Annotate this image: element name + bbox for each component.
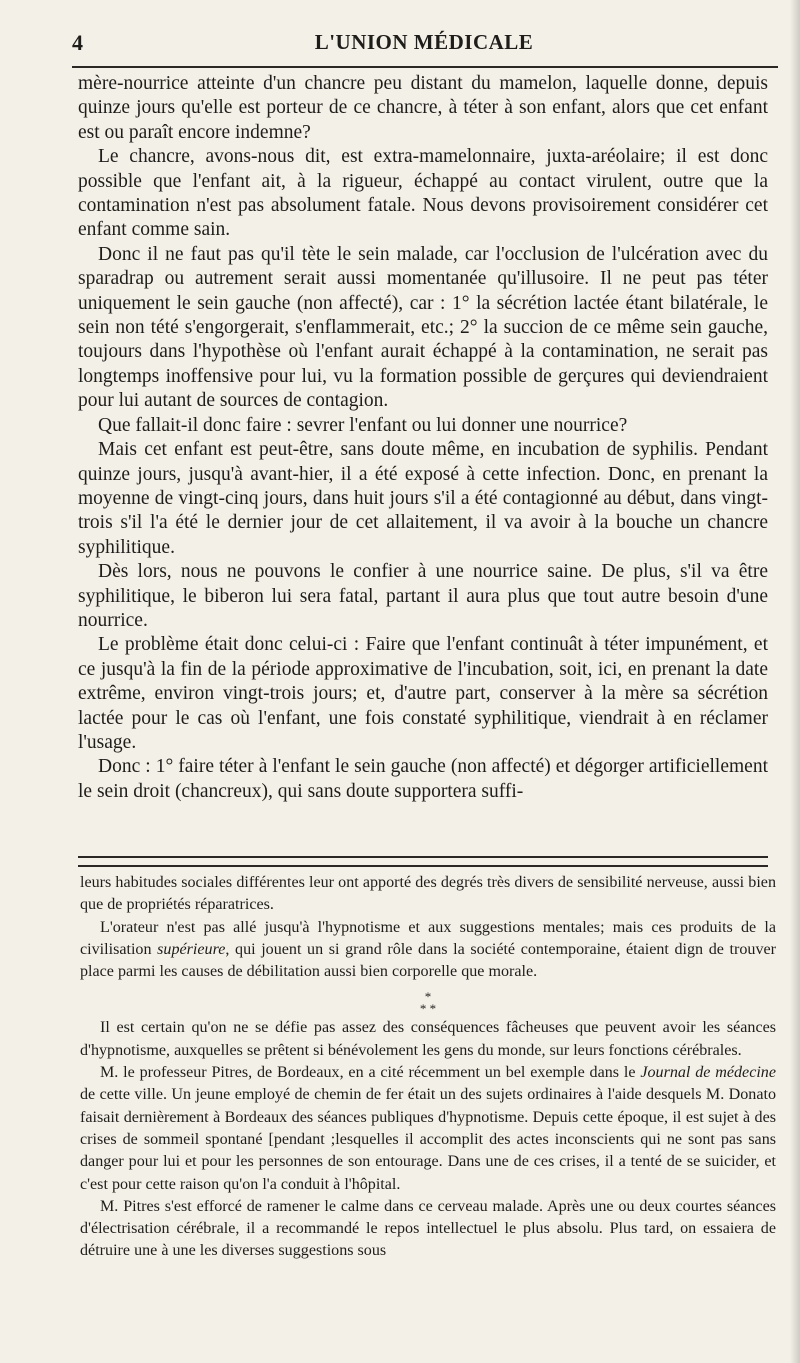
paragraph: mère-nourrice atteinte d'un chancre peu distant du mamelon, laquelle donne, depuis quinze jours qu'elle est porteur de ce chancre, à téter à son enfant, alors que cet enfant est ou paraît encore indemne?	[78, 73, 768, 143]
paragraph: Le problème était donc celui-ci : Faire que l'enfant continuât à téter impunément, et ce jusqu'à la fin de la période approximative de l'incubation, soit, ici, en prenant la date extrême, environ vingt-trois jours; et, d'autre part, conserver à la mère sa sécrétion lactée pour le cas où l'enfant, une fois constaté syphilitique, viendrait à en réclamer l'usage.	[78, 634, 768, 753]
paragraph: Le chancre, avons-nous dit, est extra-mamelonnaire, juxta-aréolaire; il est donc possible que l'enfant ait, à la rigueur, échappé au contact virulent, outre que la contamination n'est pas absolument fatale. Nous devons provisoirement considérer cet enfant comme sain.	[78, 146, 768, 241]
text-run: de cette ville. Un jeune employé de chemin de fer était un des sujets ordinaires à l'aide desquels M. Donato faisait dernièrement à Bordeaux des séances publiques d'hypnotisme. Depuis cette époque, il est sujet à des crises de sommeil spontané [pendant ;lesquelles il accomplit des actes inconscients qui ne sont pas sans danger pour lui et pour les personnes de son entourage. Dans une de ces crises, il a tenté de se suicider, et c'est pour cette raison qu'on l'a conduit à l'hôpital.	[80, 1086, 776, 1193]
paragraph: Dès lors, nous ne pouvons le confier à une nourrice saine. De plus, s'il va être syphilitique, le biberon lui sera fatal, partant il aura plus que tout autre besoin d'une nourrice.	[78, 561, 768, 631]
main-article	[78, 72, 768, 804]
asterism-top: *	[424, 989, 432, 1005]
paragraph: Mais cet enfant est peut-être, sans doute même, en incubation de syphilis. Pendant quinze jours, jusqu'à avant-hier, il a été exposé à cette infection. Donc, en prenant la moyenne de vingt-cinq jours, dans huit jours s'il a été contagionné au début, dans vingt-trois s'il l'a été le dernier jour de cet allaitement, il va avoir à la bouche un chancre syphilitique.	[78, 439, 768, 558]
paragraph: Que fallait-il donc faire : sevrer l'enfant ou lui donner une nourrice?	[98, 414, 628, 436]
text-run: L'orateur n'est pas allé jusqu'à l'hypnotisme et aux suggestions mentales; mais ces produits de la civilisation	[80, 918, 776, 958]
text-run: M. le professeur Pitres, de Bordeaux, en a cité récemment un bel exemple dans le	[100, 1064, 641, 1082]
paragraph: Donc : 1° faire téter à l'enfant le sein gauche (non affecté) et dégorger artificiellement le sein droit (chancreux), qui sans doute supportera suffi-	[78, 756, 768, 802]
feuilleton-paragraph	[80, 1062, 776, 1196]
header-rule	[72, 66, 778, 68]
italic-term: supérieure	[157, 940, 226, 958]
feuilleton-paragraph: leurs habitudes sociales différentes leur ont apporté des degrés très divers de sensibilité nerveuse, aussi bien que de propriétés réparatrices.	[80, 874, 776, 914]
text-run: , qui jouent un si grand rôle dans la société contemporaine, étaient dign de trouver place parmi les causes de débilitation aussi bien corporelle que morale.	[80, 940, 776, 981]
asterism-bottom: * *	[419, 1001, 437, 1017]
feuilleton-section	[80, 872, 776, 1263]
running-title: L'UNION MÉDICALE	[314, 30, 534, 54]
page-header	[70, 26, 778, 64]
page-number: 4	[72, 30, 83, 55]
feuilleton-paragraph: M. Pitres s'est efforcé de ramener le calme dans ce cerveau malade. Après une ou deux courtes séances d'électrisation cérébrale, il a recommandé le repos intellectuel le plus absolu. Plus tard, on essaiera de détruire une à une les diverses suggestions sous	[80, 1197, 776, 1260]
journal-title: Journal de médecine	[640, 1064, 777, 1082]
feuilleton-paragraph	[80, 917, 776, 984]
feuilleton-divider	[78, 856, 768, 867]
feuilleton-paragraph: Il est certain qu'on ne se défie pas assez des conséquences fâcheuses que peuvent avoir les séances d'hypnotisme, auxquelles se prêtent si bénévolement les gens du monde, sur leurs fonctions cérébrales.	[80, 1019, 776, 1059]
paragraph: Donc il ne faut pas qu'il tète le sein malade, car l'occlusion de l'ulcération avec du sparadrap ou autrement serait aussi momentanée qu'illusoire. Il ne peut pas téter uniquement le sein gauche (non affecté), car : 1° la sécrétion lactée étant bilatérale, le sein non tété s'engorgerait, s'enflammerait, etc.; 2° la succion de ce même sein gauche, toujours dans l'hypothèse où l'enfant aurait échappé à la contamination, ne serait pas longtemps inoffensive pour lui, vu la formation possible de gerçures qui deviendraient pour lui autant de sources de contagion.	[78, 243, 768, 412]
asterism-separator	[80, 983, 776, 1017]
